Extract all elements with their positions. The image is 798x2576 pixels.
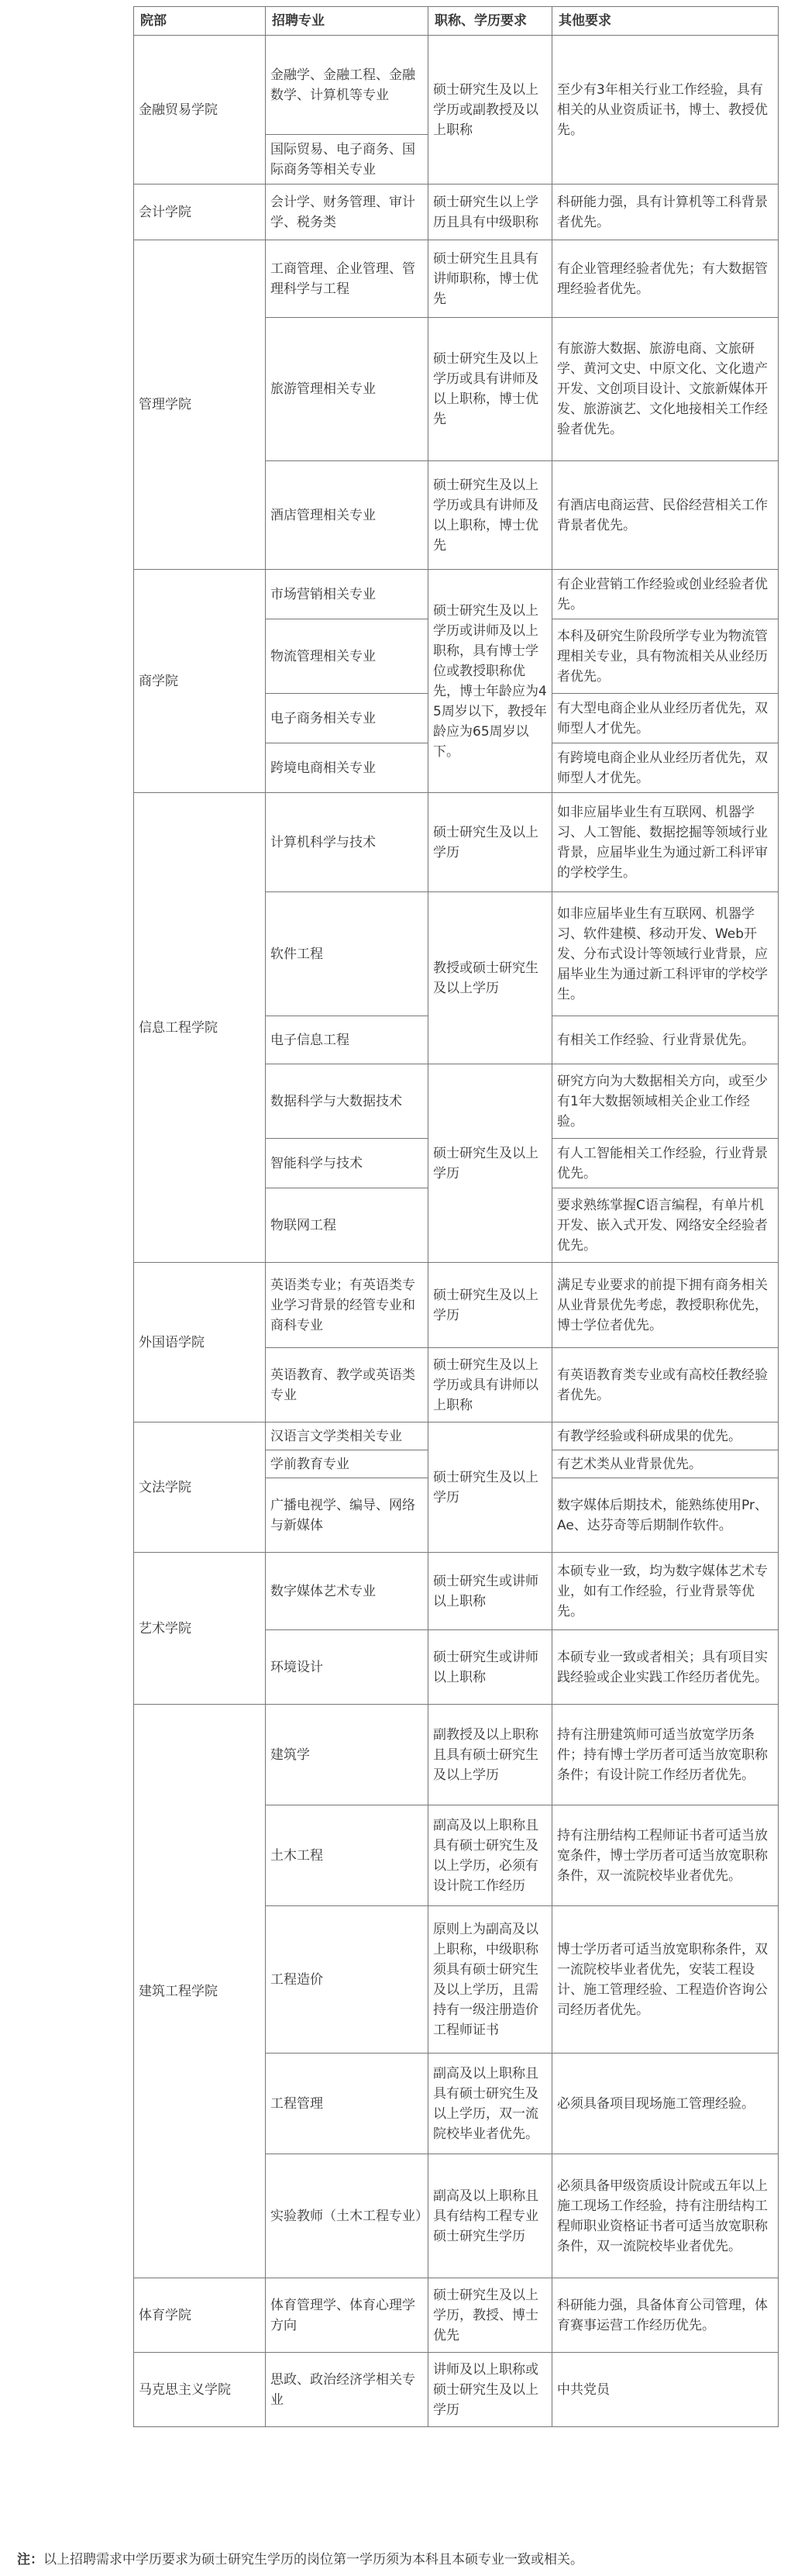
- other-req-cell: 科研能力强，具备体育公司管理，体育赛事运营工作经历优先。: [552, 2278, 779, 2353]
- major-cell: 学前教育专业: [266, 1450, 428, 1478]
- department-cell: 会计学院: [134, 184, 266, 240]
- header-title-education: 职称、学历要求: [428, 7, 552, 36]
- major-cell: 计算机科学与技术: [266, 793, 428, 892]
- education-cell: 硕士研究生及以上学历: [428, 1064, 552, 1263]
- other-req-cell: 满足专业要求的前提下拥有商务相关从业背景优先考虑，教授职称优先，博士学位者优先。: [552, 1263, 779, 1348]
- table-row: [134, 1263, 779, 1348]
- major-cell: 工程管理: [266, 2054, 428, 2154]
- other-req-cell: 有大型电商企业从业经历者优先，双师型人才优先。: [552, 694, 779, 743]
- other-req-cell: 本科及研究生阶段所学专业为物流管理相关专业，具有物流相关从业经历者优先。: [552, 619, 779, 694]
- other-req-cell: 至少有3年相关行业工作经验，具有相关的从业资质证书，博士、教授优先。: [552, 36, 779, 184]
- department-cell: 商学院: [134, 570, 266, 793]
- education-cell: 硕士研究生或讲师以上职称: [428, 1630, 552, 1705]
- major-cell: 英语教育、教学或英语类专业: [266, 1348, 428, 1422]
- table-row: [134, 793, 779, 892]
- other-req-cell: 有人工智能相关工作经验，行业背景优先。: [552, 1139, 779, 1188]
- table-row: [134, 184, 779, 240]
- education-cell: 教授或硕士研究生及以上学历: [428, 892, 552, 1064]
- other-req-cell: 必须具备项目现场施工管理经验。: [552, 2054, 779, 2154]
- department-cell: 信息工程学院: [134, 793, 266, 1263]
- education-cell: 硕士研究生及以上学历或副教授及以上职称: [428, 36, 552, 184]
- education-cell: 硕士研究生及以上学历: [428, 1422, 552, 1553]
- header-major: 招聘专业: [266, 7, 428, 36]
- table-row: [134, 1553, 779, 1630]
- education-cell: 硕士研究生以上学历且具有中级职称: [428, 184, 552, 240]
- header-department: 院部: [134, 7, 266, 36]
- other-req-cell: 如非应届毕业生有互联网、机器学习、软件建模、移动开发、Web开发、分布式设计等领域行业背景，应届毕业生为通过新工科评审的学校学生。: [552, 892, 779, 1016]
- major-cell: 智能科学与技术: [266, 1139, 428, 1188]
- department-cell: 体育学院: [134, 2278, 266, 2353]
- other-req-cell: 要求熟练掌握C语言编程，有单片机开发、嵌入式开发、网络安全经验者优先。: [552, 1188, 779, 1263]
- other-req-cell: 有跨境电商企业从业经历者优先，双师型人才优先。: [552, 743, 779, 793]
- other-req-cell: 博士学历者可适当放宽职称条件，双一流院校毕业者优先，安装工程设计、施工管理经验、工程造价咨询公司经历者优先。: [552, 1906, 779, 2054]
- department-cell: 建筑工程学院: [134, 1705, 266, 2278]
- major-cell: 实验教师（土木工程专业）: [266, 2154, 428, 2278]
- major-cell: 汉语言文学类相关专业: [266, 1422, 428, 1450]
- footnote-label: 注：: [17, 2552, 43, 2567]
- department-cell: 艺术学院: [134, 1553, 266, 1705]
- major-cell: 环境设计: [266, 1630, 428, 1705]
- other-req-cell: 持有注册建筑师可适当放宽学历条件；持有博士学历者可适当放宽职称条件；有设计院工作经历者优先。: [552, 1705, 779, 1805]
- education-cell: 硕士研究生及以上学历或讲师及以上职称，具有博士学位或教授职称优先，博士年龄应为45周岁以下，教授年龄应为65周岁以下。: [428, 570, 552, 793]
- education-cell: 副高及以上职称且具有硕士研究生及以上学历，双一流院校毕业者优先。: [428, 2054, 552, 2154]
- table-row: [134, 36, 779, 135]
- education-cell: 硕士研究生且具有讲师职称，博士优先: [428, 240, 552, 318]
- education-cell: 硕士研究生及以上学历或具有讲师及以上职称，博士优先: [428, 318, 552, 461]
- education-cell: 硕士研究生及以上学历或具有讲师及以上职称，博士优先: [428, 461, 552, 570]
- recruitment-table: [133, 6, 779, 2427]
- table-row: [134, 240, 779, 318]
- major-cell: 市场营销相关专业: [266, 570, 428, 619]
- table-header-row: [134, 7, 779, 36]
- other-req-cell: 中共党员: [552, 2353, 779, 2427]
- major-cell: 酒店管理相关专业: [266, 461, 428, 570]
- major-cell: 建筑学: [266, 1705, 428, 1805]
- major-cell: 英语类专业；有英语类专业学习背景的经管专业和商科专业: [266, 1263, 428, 1348]
- education-cell: 原则上为副高及以上职称，中级职称须具有硕士研究生及以上学历，且需持有一级注册造价工程师证书: [428, 1906, 552, 2054]
- education-cell: 硕士研究生及以上学历: [428, 1263, 552, 1348]
- major-cell: 物流管理相关专业: [266, 619, 428, 694]
- other-req-cell: 有教学经验或科研成果的优先。: [552, 1422, 779, 1450]
- department-cell: 外国语学院: [134, 1263, 266, 1422]
- major-cell: 软件工程: [266, 892, 428, 1016]
- other-req-cell: 有企业营销工作经验或创业经验者优先。: [552, 570, 779, 619]
- table-row: [134, 1422, 779, 1450]
- table-row: [134, 2278, 779, 2353]
- other-req-cell: 有艺术类从业背景优先。: [552, 1450, 779, 1478]
- education-cell: 讲师及以上职称或硕士研究生及以上学历: [428, 2353, 552, 2427]
- education-cell: 硕士研究生及以上学历或具有讲师以上职称: [428, 1348, 552, 1422]
- other-req-cell: 有英语教育类专业或有高校任教经验者优先。: [552, 1348, 779, 1422]
- other-req-cell: 如非应届毕业生有互联网、机器学习、人工智能、数据挖掘等领域行业背景，应届毕业生为通过新工科评审的学校学生。: [552, 793, 779, 892]
- major-cell: 数据科学与大数据技术: [266, 1064, 428, 1139]
- major-cell: 旅游管理相关专业: [266, 318, 428, 461]
- footnote-text: 以上招聘需求中学历要求为硕士研究生学历的岗位第一学历须为本科且本硕专业一致或相关。: [43, 2552, 583, 2567]
- education-cell: 硕士研究生或讲师以上职称: [428, 1553, 552, 1630]
- other-req-cell: 有旅游大数据、旅游电商、文旅研学、黄河文史、中原文化、文化遗产开发、文创项目设计、文旅新媒体开发、旅游演艺、文化地接相关工作经验者优先。: [552, 318, 779, 461]
- other-req-cell: 有企业管理经验者优先；有大数据管理经验者优先。: [552, 240, 779, 318]
- other-req-cell: 科研能力强，具有计算机等工科背景者优先。: [552, 184, 779, 240]
- table-row: [134, 1705, 779, 1805]
- other-req-cell: 持有注册结构工程师证书者可适当放宽条件，博士学历者可适当放宽职称条件，双一流院校毕业者优先。: [552, 1805, 779, 1906]
- education-cell: 副高及以上职称且具有结构工程专业硕士研究生学历: [428, 2154, 552, 2278]
- major-cell: 工商管理、企业管理、管理科学与工程: [266, 240, 428, 318]
- other-req-cell: 必须具备甲级资质设计院或五年以上施工现场工作经验，持有注册结构工程师职业资格证书者可适当放宽职称条件，双一流院校毕业者优先。: [552, 2154, 779, 2278]
- department-cell: 马克思主义学院: [134, 2353, 266, 2427]
- major-cell: 思政、政治经济学相关专业: [266, 2353, 428, 2427]
- major-cell: 电子信息工程: [266, 1016, 428, 1064]
- other-req-cell: 本硕专业一致或者相关；具有项目实践经验或企业实践工作经历者优先。: [552, 1630, 779, 1705]
- major-cell: 国际贸易、电子商务、国际商务等相关专业: [266, 135, 428, 184]
- other-req-cell: 有相关工作经验、行业背景优先。: [552, 1016, 779, 1064]
- footnote: [17, 2550, 583, 2570]
- major-cell: 电子商务相关专业: [266, 694, 428, 743]
- major-cell: 数字媒体艺术专业: [266, 1553, 428, 1630]
- major-cell: 体育管理学、体育心理学方向: [266, 2278, 428, 2353]
- education-cell: 副教授及以上职称且具有硕士研究生及以上学历: [428, 1705, 552, 1805]
- major-cell: 跨境电商相关专业: [266, 743, 428, 793]
- other-req-cell: 研究方向为大数据相关方向，或至少有1年大数据领域相关企业工作经验。: [552, 1064, 779, 1139]
- major-cell: 土木工程: [266, 1805, 428, 1906]
- major-cell: 工程造价: [266, 1906, 428, 2054]
- other-req-cell: 本硕专业一致，均为数字媒体艺术专业，如有工作经验，行业背景等优先。: [552, 1553, 779, 1630]
- table-row: [134, 570, 779, 619]
- education-cell: 硕士研究生及以上学历: [428, 793, 552, 892]
- department-cell: 文法学院: [134, 1422, 266, 1553]
- department-cell: 金融贸易学院: [134, 36, 266, 184]
- education-cell: 硕士研究生及以上学历，教授、博士优先: [428, 2278, 552, 2353]
- major-cell: 广播电视学、编导、网络与新媒体: [266, 1478, 428, 1553]
- table-row: [134, 2353, 779, 2427]
- department-cell: 管理学院: [134, 240, 266, 570]
- education-cell: 副高及以上职称且具有硕士研究生及以上学历，必须有设计院工作经历: [428, 1805, 552, 1906]
- major-cell: 会计学、财务管理、审计学、税务类: [266, 184, 428, 240]
- major-cell: 金融学、金融工程、金融数学、计算机等专业: [266, 36, 428, 135]
- header-other-requirements: 其他要求: [552, 7, 779, 36]
- other-req-cell: 有酒店电商运营、民俗经营相关工作背景者优先。: [552, 461, 779, 570]
- major-cell: 物联网工程: [266, 1188, 428, 1263]
- other-req-cell: 数字媒体后期技术，能熟练使用Pr、Ae、达芬奇等后期制作软件。: [552, 1478, 779, 1553]
